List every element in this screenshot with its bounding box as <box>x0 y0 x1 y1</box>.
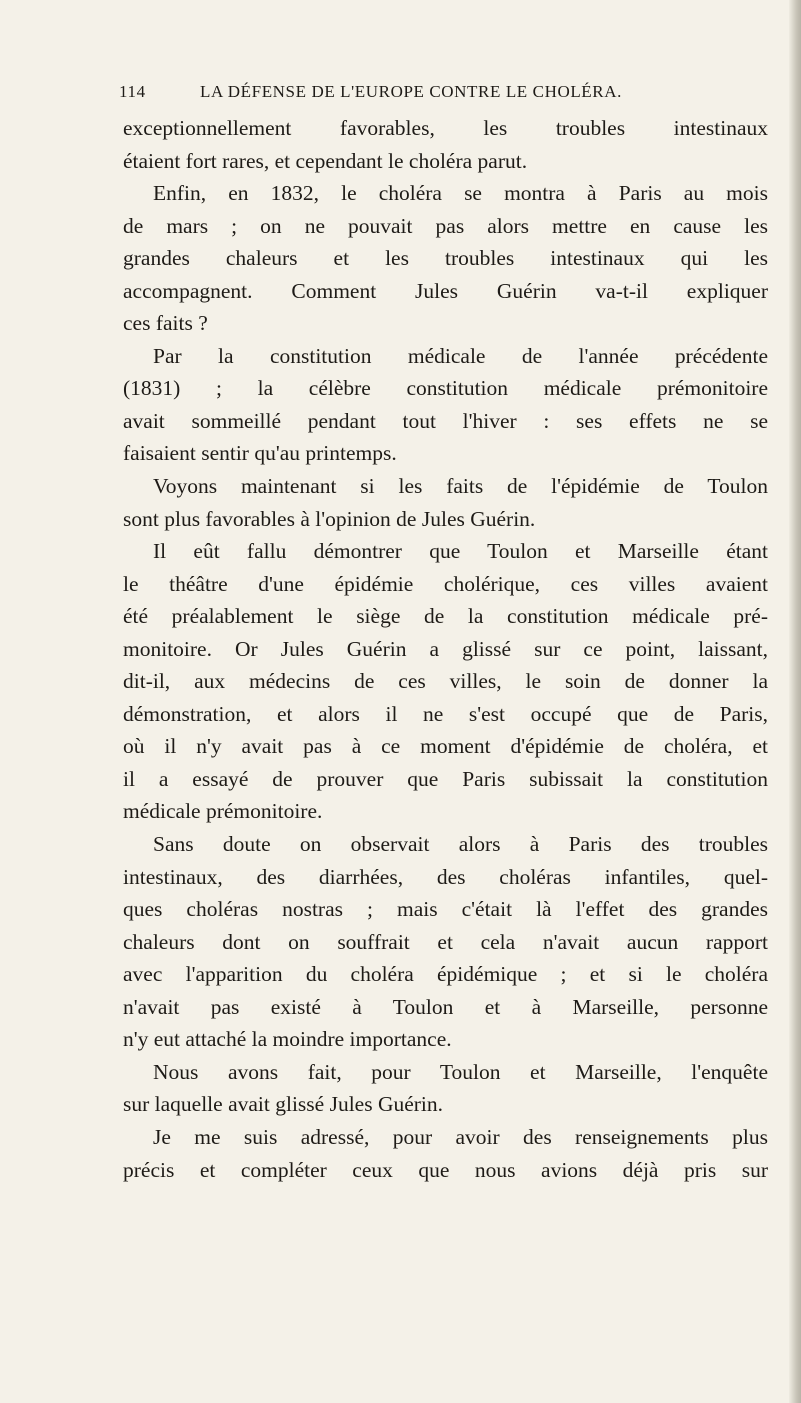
running-title: LA DÉFENSE DE L'EUROPE CONTRE LE CHOLÉRA. <box>200 82 622 101</box>
text-line: faisaient sentir qu'au printemps. <box>123 441 397 466</box>
text-line: Enfin, en 1832, le choléra se montra à Paris au mois <box>153 181 768 206</box>
text-line: intestinaux, des diarrhées, des choléras infantiles, quel- <box>123 864 768 889</box>
text-line: de mars ; on ne pouvait pas alors mettre en cause les <box>123 213 768 238</box>
body-text <box>123 112 768 1186</box>
text-line: médicale prémonitoire. <box>123 799 323 824</box>
text-line: sont plus favorables à l'opinion de Jules Guérin. <box>123 506 536 531</box>
text-line: grandes chaleurs et les troubles intestinaux qui les <box>123 246 768 271</box>
text-line: où il n'y avait pas à ce moment d'épidémie de choléra, et <box>123 734 768 759</box>
text-line: été préalablement le siège de la constitution médicale pré- <box>123 604 768 629</box>
text-line: avait sommeillé pendant tout l'hiver : ses effets ne se <box>123 408 768 433</box>
text-line: avec l'apparition du choléra épidémique ; et si le choléra <box>123 962 768 987</box>
text-line: Sans doute on observait alors à Paris des troubles <box>153 832 768 857</box>
text-line: ques choléras nostras ; mais c'était là l'effet des grandes <box>123 897 768 922</box>
text-line: étaient fort rares, et cependant le choléra parut. <box>123 148 528 173</box>
text-line: Nous avons fait, pour Toulon et Marseille, l'enquête <box>153 1059 768 1084</box>
text-line: Voyons maintenant si les faits de l'épidémie de Toulon <box>153 474 768 499</box>
text-line: exceptionnellement favorables, les troubles intestinaux <box>123 116 768 140</box>
text-line: (1831) ; la célèbre constitution médicale prémonitoire <box>123 376 768 401</box>
text-line: monitoire. Or Jules Guérin a glissé sur ce point, laissant, <box>123 636 768 661</box>
text-line: précis et compléter ceux que nous avions déjà pris sur <box>123 1157 768 1182</box>
running-header <box>119 80 768 104</box>
text-line: Par la constitution médicale de l'année précédente <box>153 343 768 368</box>
text-line: il a essayé de prouver que Paris subissait la constitution <box>123 766 768 791</box>
text-line: le théâtre d'une épidémie cholérique, ces villes avaient <box>123 571 768 596</box>
text-line: accompagnent. Comment Jules Guérin va-t-il expliquer <box>123 278 768 303</box>
text-line: sur laquelle avait glissé Jules Guérin. <box>123 1092 444 1117</box>
text-line: ces faits ? <box>123 311 208 336</box>
text-line: dit-il, aux médecins de ces villes, le soin de donner la <box>123 669 768 694</box>
text-line: Il eût fallu démontrer que Toulon et Marseille étant <box>153 539 768 564</box>
text-line: Je me suis adressé, pour avoir des renseignements plus <box>153 1124 768 1149</box>
text-line: démonstration, et alors il ne s'est occupé que de Paris, <box>123 701 768 726</box>
text-line: n'avait pas existé à Toulon et à Marseille, personne <box>123 994 768 1019</box>
text-line: chaleurs dont on souffrait et cela n'avait aucun rapport <box>123 929 768 954</box>
text-line: n'y eut attaché la moindre importance. <box>123 1027 452 1052</box>
page-edge-shadow <box>789 0 801 1403</box>
page-number: 114 <box>119 82 146 101</box>
